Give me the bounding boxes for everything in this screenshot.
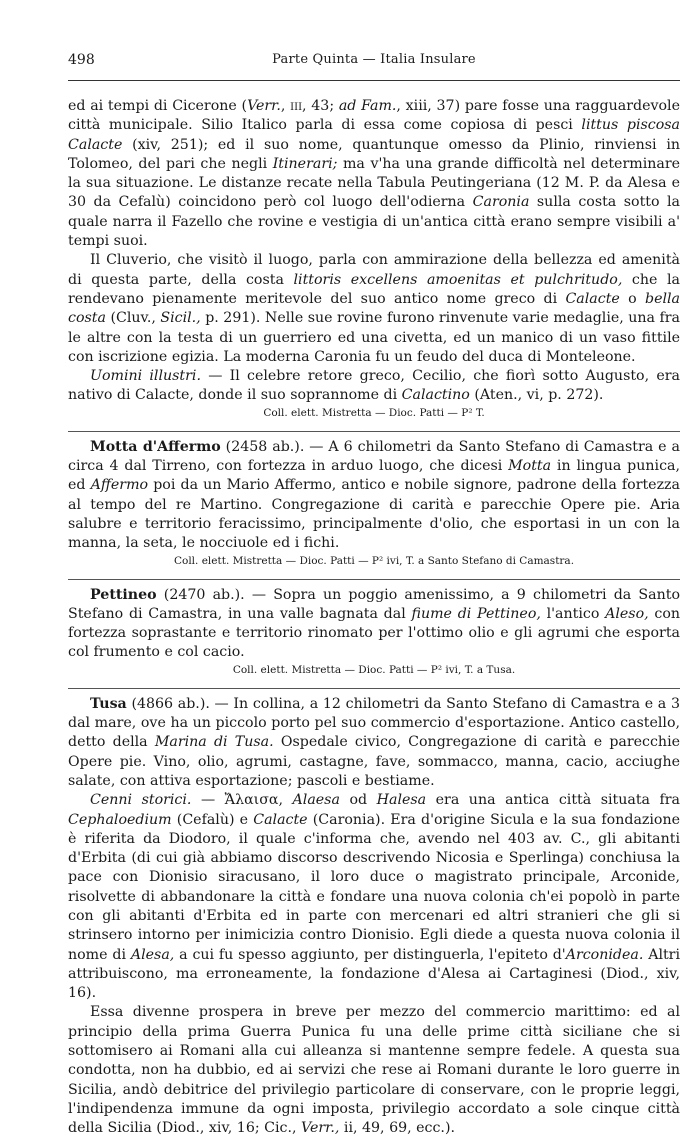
calacte-paragraph-2: Il Cluverio, che visitò il luogo, parla con ammirazione della bellezza ed amenità di questa parte, della costa littoris excellens amoenitas et pulchritudo, che la rendevano pienamente meritevole del suo antico nome greco di Calacte o bella costa (Cluv., Sicil., p. 291). Nelle sue rovine furono rinvenute varie medaglie, una fra le altre con la testa di un guerriero ed una civetta, ed un manico di un vaso fittile con iscrizione egizia. La moderna Caronia fu un feudo del duca di Monteleone.	[68, 252, 681, 365]
tusa-entry: Tusa (4866 ab.). — In collina, a 12 chilometri da Santo Stefano di Camastra e a 3 dal mare, ove ha un piccolo porto pel suo commercio d'esportazione. Antico castello, detto della Marina di Tusa. Ospedale civico, Congregazione di carità e parecchie Opere pie. Vino, olio, agrumi, castagne, fave, sommacco, manna, cacio, acciughe salate, con attiva esportazione; pascoli e bestiame.	[68, 695, 681, 789]
tusa-history-paragraph: Cenni storici. — Ἄλαισα, Alaesa od Halesa era una antica città situata fra Cephaloedium (Cefalù) e Calacte (Caronia). Era d'origine Sicula e la sua fondazione è riferita da Diodoro, il quale c'informa che, avendo nel 403 av. C., gli abitanti d'Erbita (di cui già abbiamo discorso descrivendo Nicosia e Sperlinga) conchiusa la pace con Dionisio siracusano, il loro duce o magistrato principale, Arconide, risolvette di abbandonare la città e fondare una nuova colonia ch'ei popolò in parte con gli abitanti d'Erbita ed in parte con mercenari ed altri stranieri che gli si strinsero intorno per inimicizia contro Dionisio. Egli diede a questa nuova colonia il nome di Alesa, a cui fu spesso aggiunto, per distinguerla, l'epiteto d'Arconidea. Altri attribuiscono, ma erroneamente, la fondazione d'Alesa ai Cartaginesi (Diod., xiv, 16).	[68, 792, 680, 1002]
running-title: Parte Quinta — Italia Insulare	[272, 52, 476, 67]
pettineo-entry: Pettineo (2470 ab.). — Sopra un poggio amenissimo, a 9 chilometri da Santo Stefano di Camastra, in una valle bagnata dal fiume di Pettineo, l'antico Aleso, con fortezza soprastante e territorio rinomato per l'ottimo olio e gli agrumi che esporta col frumento e col cacio.	[68, 586, 681, 661]
pettineo-note: Coll. elett. Mistretta — Dioc. Patti — P² ivi, T. a Tusa.	[232, 663, 516, 676]
section-separator	[68, 431, 680, 438]
calacte-paragraph-1: ed ai tempi di Cicerone (Verr., iii, 43; ad Fam., xiii, 37) pare fosse una ragguardevole città municipale. Silio Italico parla di essa come copiosa di pesci littus piscosa Calacte (xiv, 251); ed il suo nome, quantunque omesso da Plinio, rinviensi in Tolomeo, del pari che negli Itinerari; ma v'ha una grande difficoltà nel determinare la sua situazione. Le distanze recate nella Tabula Peutingeriana (12 M. P. da Alesa e 30 da Cefalù) coincidono però col luogo dell'odierna Caronia sulla costa sotto la quale narra il Fazello che rovine e vestigia di un'antica città erano sempre visibili a' tempi suoi.	[68, 98, 680, 250]
motta-note: Coll. elett. Mistretta — Dioc. Patti — P² ivi, T. a Santo Stefano di Camastra.	[173, 554, 575, 567]
tusa-heading: Tusa	[90, 695, 127, 712]
header-rule	[68, 80, 680, 81]
running-header	[68, 50, 680, 72]
section-separator	[68, 579, 680, 586]
page-number: 498	[68, 52, 95, 68]
page	[68, 50, 680, 1139]
tusa-paragraph-3: Essa divenne prospera in breve per mezzo del commercio marittimo: ed al principio della prima Guerra Punica fu una delle prime città siciliane che si sottomisero ai Romani alla cui alleanza si mantenne sempre fedele. A questa sua condotta, non ha dubbio, ed ai servizi che rese ai Romani durante le loro guerre in Sicilia, andò debitrice del privilegio particolare di conservare, con le proprie leggi, l'indipendenza immune da ogni imposta, privilegio accordato a sole cinque città della Sicilia (Diod., xiv, 16; Cic., Verr., ii, 49, 69, ecc.).	[68, 1004, 680, 1137]
motta-entry: Motta d'Affermo (2458 ab.). — A 6 chilometri da Santo Stefano di Camastra e a circa 4 dal Tirreno, con fortezza in arduo luogo, che dicesi Motta in lingua punica, ed Affermo poi da un Mario Affermo, antico e nobile signore, padrone della fortezza al tempo del re Martino. Congregazione di carità e parecchie Opere pie. Aria salubre e territorio feracissimo, principalmente d'olio, che esportasi in un con la manna, la seta, le nocciuole ed i fichi.	[68, 438, 680, 552]
calacte-paragraph-3: Uomini illustri. — Il celebre retore greco, Cecilio, che fiorì sotto Augusto, era nativo di Calacte, donde il suo soprannome di Calactino (Aten., vi, p. 272).	[68, 368, 680, 404]
motta-heading: Motta d'Affermo	[90, 438, 221, 455]
section-separator	[68, 688, 680, 695]
pettineo-heading: Pettineo	[90, 586, 157, 603]
calacte-note: Coll. elett. Mistretta — Dioc. Patti — P² T.	[263, 406, 485, 419]
